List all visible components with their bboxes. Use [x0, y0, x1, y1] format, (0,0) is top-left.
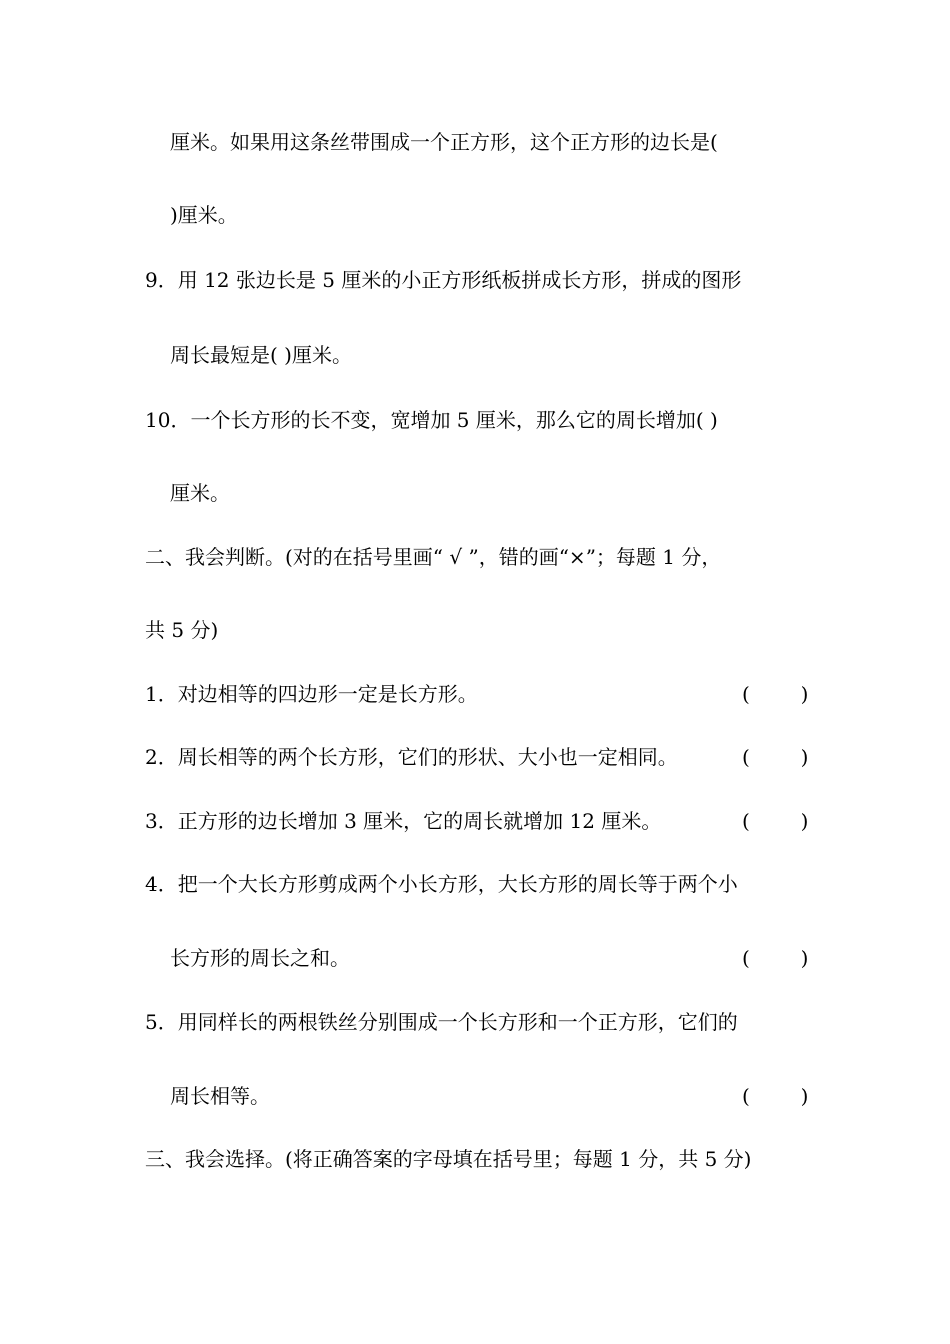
answer-blank: ( ) [742, 809, 809, 833]
judge-question-5-continued: 周长相等。 [170, 1084, 270, 1108]
answer-blank: ( ) [742, 745, 809, 769]
judge-question-2: 2．周长相等的两个长方形，它们的形状、大小也一定相同。 [145, 745, 678, 769]
text-line: 厘米。如果用这条丝带围成一个正方形，这个正方形的边长是( [170, 130, 718, 154]
judge-question-5: 5．用同样长的两根铁丝分别围成一个长方形和一个正方形，它们的 [145, 1010, 738, 1034]
judge-question-1: 1．对边相等的四边形一定是长方形。 [145, 682, 478, 706]
section-2-heading-continued: 共 5 分) [145, 618, 219, 642]
judge-question-3: 3．正方形的边长增加 3 厘米，它的周长就增加 12 厘米。 [145, 809, 662, 833]
judge-question-4-continued: 长方形的周长之和。 [170, 946, 350, 970]
section-2-heading: 二、我会判断。(对的在括号里画“ √ ”，错的画“×”；每题 1 分， [145, 545, 722, 569]
question-10-continued: 厘米。 [170, 481, 230, 505]
answer-blank: ( ) [742, 1084, 809, 1108]
answer-blank: ( ) [742, 946, 809, 970]
judge-question-4: 4．把一个大长方形剪成两个小长方形，大长方形的周长等于两个小 [145, 872, 738, 896]
question-9: 9．用 12 张边长是 5 厘米的小正方形纸板拼成长方形，拼成的图形 [145, 268, 742, 292]
text-line: )厘米。 [170, 203, 238, 227]
section-3-heading: 三、我会选择。(将正确答案的字母填在括号里；每题 1 分，共 5 分) [145, 1147, 752, 1171]
question-9-continued: 周长最短是( )厘米。 [170, 343, 352, 367]
answer-blank: ( ) [742, 682, 809, 706]
question-10: 10．一个长方形的长不变，宽增加 5 厘米，那么它的周长增加( ) [145, 408, 718, 432]
